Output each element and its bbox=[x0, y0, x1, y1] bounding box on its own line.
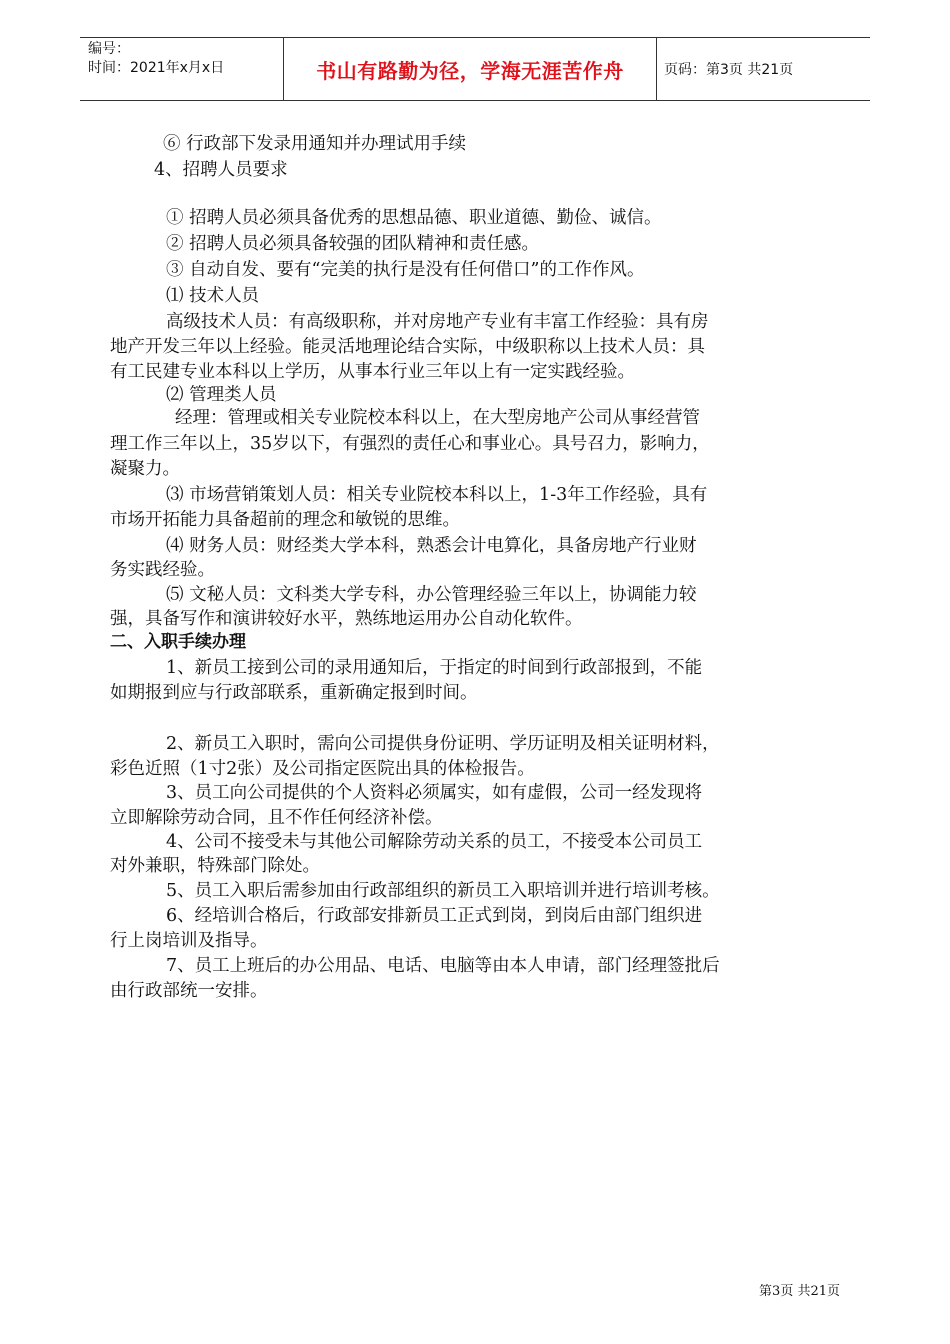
body-line: ① 招聘人员必须具备优秀的思想品德、职业道德、勤俭、诚信。 bbox=[166, 208, 662, 228]
body-line: 务实践经验。 bbox=[110, 560, 215, 580]
body-line: ⑸ 文秘人员：文科类大学专科，办公管理经验三年以上，协调能力较 bbox=[166, 585, 697, 605]
body-line: 有工民建专业本科以上学历，从事本行业三年以上有一定实践经验。 bbox=[110, 362, 635, 382]
body-line: ② 招聘人员必须具备较强的团队精神和责任感。 bbox=[166, 234, 540, 254]
section-heading: 4、招聘人员要求 bbox=[154, 160, 288, 180]
header-motto: 书山有路勤为径，学海无涯苦作舟 bbox=[316, 58, 624, 83]
header-divider bbox=[656, 38, 657, 100]
body-line: 强，具备写作和演讲较好水平，熟练地运用办公自动化软件。 bbox=[110, 609, 583, 629]
header-meta bbox=[88, 40, 283, 78]
body-line: 凝聚力。 bbox=[110, 459, 180, 479]
document-number: 编号： bbox=[88, 41, 130, 57]
body-line: 彩色近照（1寸2张）及公司指定医院出具的体检报告。 bbox=[110, 759, 535, 779]
body-line: 4、公司不接受未与其他公司解除劳动关系的员工，不接受本公司员工 bbox=[166, 832, 703, 852]
body-line: 理工作三年以上，35岁以下，有强烈的责任心和事业心。具号召力，影响力， bbox=[110, 434, 710, 454]
body-line: ⑶ 市场营销策划人员：相关专业院校本科以上，1-3年工作经验，具有 bbox=[166, 485, 708, 505]
body-line: 行上岗培训及指导。 bbox=[110, 931, 268, 951]
body-line: 经理：管理或相关专业院校本科以上，在大型房地产公司从事经营管 bbox=[175, 408, 700, 428]
header-page-number: 页码：第3页 共21页 bbox=[664, 62, 794, 78]
page-footer: 第3页 共21页 bbox=[759, 1284, 840, 1299]
body-line: 2、新员工入职时，需向公司提供身份证明、学历证明及相关证明材料， bbox=[166, 734, 720, 754]
body-line: 市场开拓能力具备超前的理念和敏锐的思维。 bbox=[110, 510, 460, 530]
section-heading: 二、入职手续办理 bbox=[110, 632, 246, 652]
body-line: 由行政部统一安排。 bbox=[110, 981, 268, 1001]
body-line: ⑷ 财务人员：财经类大学本科，熟悉会计电算化，具备房地产行业财 bbox=[166, 536, 697, 556]
body-line: 7、员工上班后的办公用品、电话、电脑等由本人申请，部门经理签批后 bbox=[166, 956, 720, 976]
body-line: ⑵ 管理类人员 bbox=[166, 385, 277, 405]
body-line: 如期报到应与行政部联系，重新确定报到时间。 bbox=[110, 683, 478, 703]
body-line: 3、员工向公司提供的个人资料必须属实，如有虚假，公司一经发现将 bbox=[166, 783, 703, 803]
body-line: ⑴ 技术人员 bbox=[166, 286, 260, 306]
page-header bbox=[80, 37, 870, 101]
body-line: 6、经培训合格后，行政部安排新员工正式到岗，到岗后由部门组织进 bbox=[166, 906, 703, 926]
body-line: 立即解除劳动合同，且不作任何经济补偿。 bbox=[110, 808, 443, 828]
body-line: 高级技术人员：有高级职称，并对房地产专业有丰富工作经验：具有房 bbox=[166, 312, 709, 332]
body-line: 对外兼职，特殊部门除处。 bbox=[110, 856, 320, 876]
body-line: ③ 自动自发、要有“完美的执行是没有任何借口”的工作作风。 bbox=[166, 260, 645, 280]
body-line: 5、员工入职后需参加由行政部组织的新员工入职培训并进行培训考核。 bbox=[166, 881, 720, 901]
body-line: 1、新员工接到公司的录用通知后，于指定的时间到行政部报到，不能 bbox=[166, 658, 703, 678]
document-time: 时间：2021年x月x日 bbox=[88, 60, 225, 76]
body-line: ⑥ 行政部下发录用通知并办理试用手续 bbox=[163, 134, 467, 154]
body-line: 地产开发三年以上经验。能灵活地理论结合实际，中级职称以上技术人员：具 bbox=[110, 337, 705, 357]
